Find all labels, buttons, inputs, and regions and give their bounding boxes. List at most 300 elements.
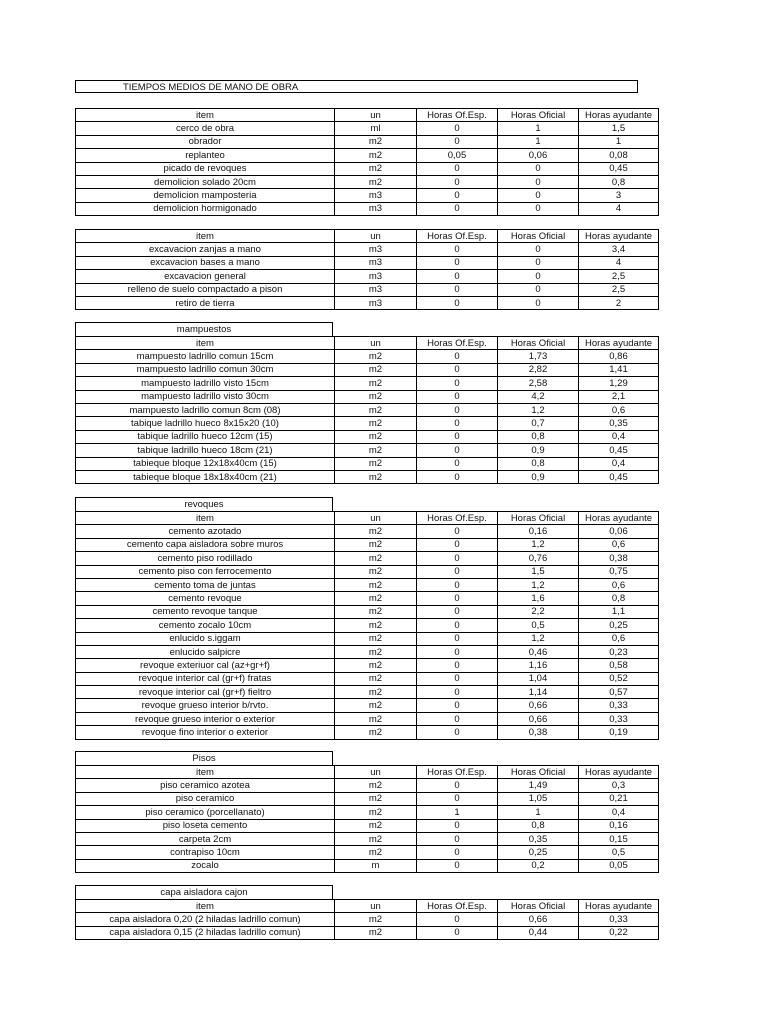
table-cell: m2 [335,149,417,162]
table-cell: 0,5 [498,619,579,632]
table-cell: revoque fino interior o exterior [76,726,335,739]
table-cell: 0,35 [579,417,659,430]
table-cell: 0,66 [498,913,579,926]
table-cell: 0,66 [498,699,579,712]
table-cell: 0,46 [498,645,579,658]
header-cell: un [335,230,417,243]
table-cell: 0 [417,430,498,443]
table-cell: m2 [335,645,417,658]
table-row [76,283,659,296]
table-row [76,470,659,483]
table-cell: m2 [335,605,417,618]
table-cell: 0,5 [579,846,659,859]
table-cell: cemento revoque [76,592,335,605]
table-cell: 3,4 [579,243,659,256]
table-cell: 1,16 [498,659,579,672]
table-cell: 0 [417,792,498,805]
table-cell: 0 [417,470,498,483]
table-cell: 0,8 [498,457,579,470]
table-cell: excavacion bases a mano [76,256,335,269]
table-cell: m2 [335,619,417,632]
table-cell: 0,6 [579,578,659,591]
table-row [76,819,659,832]
table-cell: mampuesto ladrillo comun 15cm [76,350,335,363]
table-row [76,659,659,672]
table-cell: tabique ladrillo hueco 18cm (21) [76,444,335,457]
table-cell: 0,2 [498,859,579,872]
table-cell: 0,6 [579,538,659,551]
table-cell: revoque grueso interior b/rvto. [76,699,335,712]
table-row [76,619,659,632]
table-cell: cemento zocalo 10cm [76,619,335,632]
table-row [76,417,659,430]
table-cell: 2,82 [498,363,579,376]
table-cell: piso loseta cemento [76,819,335,832]
table-cell: 0 [417,243,498,256]
table-row [76,578,659,591]
section-label: Pisos [75,751,333,765]
table-row [76,832,659,845]
table-cell: 1,2 [498,403,579,416]
table-cell: 4,2 [498,390,579,403]
table-row [76,712,659,725]
table-cell: 0 [417,444,498,457]
table-row [76,430,659,443]
table-row [76,686,659,699]
table-cell: 0 [417,390,498,403]
table-cell: 0 [417,605,498,618]
table-cell: 2,1 [579,390,659,403]
table-cell: m2 [335,913,417,926]
header-cell: Horas Oficial [498,900,579,913]
table-cell: 1,04 [498,672,579,685]
header-cell: Horas Of.Esp. [417,109,498,122]
table-row [76,806,659,819]
table-cell: 0 [498,243,579,256]
table-cell: m3 [335,256,417,269]
table-row [76,926,659,939]
table-cell: 0,57 [579,686,659,699]
header-row [76,766,659,779]
section-table [75,765,659,873]
table-cell: 0 [498,296,579,309]
table-row [76,645,659,658]
table-cell: m2 [335,552,417,565]
table-cell: 0 [417,619,498,632]
table-row [76,672,659,685]
table-cell: 1 [417,806,498,819]
table-cell: revoque exteriuor cal (az+gr+f) [76,659,335,672]
table-cell: 0 [417,699,498,712]
table-cell: 0 [417,417,498,430]
header-cell: un [335,337,417,350]
table-cell: 0 [417,726,498,739]
table-cell: revoque grueso interior o exterior [76,712,335,725]
table-cell: 0,3 [579,779,659,792]
table-cell: obrador [76,135,335,148]
table-row [76,525,659,538]
table-row [76,726,659,739]
table-cell: demolicion mamposteria [76,189,335,202]
table-row [76,135,659,148]
table-cell: 0 [417,913,498,926]
table-cell: 0 [417,645,498,658]
table-cell: enlucido salpicre [76,645,335,658]
table-row [76,363,659,376]
table-cell: 0,6 [579,403,659,416]
table-row [76,792,659,805]
table-cell: 2 [579,296,659,309]
table-row [76,175,659,188]
table-cell: 0,9 [498,444,579,457]
table-cell: m2 [335,363,417,376]
table-cell: 0,8 [579,175,659,188]
table-cell: 0,16 [579,819,659,832]
table-cell: mampuesto ladrillo visto 30cm [76,390,335,403]
table-cell: 0,45 [579,444,659,457]
table-cell: 0,06 [579,525,659,538]
table-cell: tabique ladrillo hueco 12cm (15) [76,430,335,443]
table-cell: 0 [417,712,498,725]
table-cell: 0,05 [417,149,498,162]
table-cell: m2 [335,162,417,175]
table-cell: 0 [417,175,498,188]
table-cell: 2,58 [498,377,579,390]
table-cell: 0 [417,162,498,175]
table-cell: m2 [335,792,417,805]
header-cell: un [335,109,417,122]
table-cell: 2,5 [579,270,659,283]
table-row [76,913,659,926]
table-cell: excavacion zanjas a mano [76,243,335,256]
table-cell: 0,19 [579,726,659,739]
header-cell: Horas Oficial [498,766,579,779]
header-cell: Horas Of.Esp. [417,512,498,525]
table-cell: replanteo [76,149,335,162]
table-cell: m2 [335,457,417,470]
table-cell: revoque interior cal (gr+f) fratas [76,672,335,685]
header-cell: un [335,766,417,779]
table-cell: 0 [417,363,498,376]
table-cell: 1 [498,135,579,148]
table-cell: 0,15 [579,832,659,845]
section-table [75,108,659,216]
table-cell: 0 [417,189,498,202]
table-row [76,162,659,175]
table-cell: cemento revoque tanque [76,605,335,618]
section-table [75,511,659,740]
table-cell: 0,33 [579,712,659,725]
header-cell: Horas Oficial [498,512,579,525]
table-cell: 0 [417,296,498,309]
table-cell: m2 [335,592,417,605]
table-cell: 3 [579,189,659,202]
table-cell: 0,4 [579,430,659,443]
table-cell: 1,2 [498,538,579,551]
table-cell: 2,2 [498,605,579,618]
table-cell: excavacion general [76,270,335,283]
table-cell: 0,7 [498,417,579,430]
table-cell: m2 [335,672,417,685]
header-cell: item [76,337,335,350]
table-cell: 0 [417,457,498,470]
header-cell: item [76,512,335,525]
table-cell: 0,44 [498,926,579,939]
table-cell: 0,45 [579,162,659,175]
table-cell: 1,73 [498,350,579,363]
table-cell: 0,25 [498,846,579,859]
table-cell: 1,5 [579,122,659,135]
table-cell: 0 [498,283,579,296]
table-cell: m3 [335,296,417,309]
table-cell: tabique ladrillo hueco 8x15x20 (10) [76,417,335,430]
table-cell: m2 [335,390,417,403]
header-cell: item [76,766,335,779]
table-cell: 0 [498,202,579,215]
table-row [76,846,659,859]
table-cell: 0,9 [498,470,579,483]
table-cell: m2 [335,444,417,457]
table-cell: m2 [335,377,417,390]
table-cell: zocalo [76,859,335,872]
table-cell: mampuesto ladrillo comun 30cm [76,363,335,376]
table-cell: m2 [335,538,417,551]
table-cell: m2 [335,350,417,363]
table-cell: m2 [335,417,417,430]
header-cell: Horas ayudante [579,230,659,243]
table-cell: 0 [417,672,498,685]
header-row [76,230,659,243]
table-cell: relleno de suelo compactado a pison [76,283,335,296]
table-cell: 0 [498,162,579,175]
table-cell: 0 [417,859,498,872]
section-label: revoques [75,497,333,511]
header-row [76,512,659,525]
table-cell: m3 [335,202,417,215]
header-cell: Horas ayudante [579,900,659,913]
table-cell: 0,8 [498,819,579,832]
table-cell: m2 [335,819,417,832]
table-cell: demolicion solado 20cm [76,175,335,188]
header-cell: Horas ayudante [579,512,659,525]
table-cell: 0 [417,552,498,565]
header-cell: item [76,900,335,913]
table-row [76,243,659,256]
table-cell: tabieque bloque 12x18x40cm (15) [76,457,335,470]
table-cell: 0 [417,779,498,792]
table-cell: capa aisladora 0,20 (2 hiladas ladrillo comun) [76,913,335,926]
table-cell: m2 [335,806,417,819]
table-cell: 0 [417,525,498,538]
table-cell: m3 [335,189,417,202]
table-cell: 1,14 [498,686,579,699]
table-cell: 0 [417,135,498,148]
table-row [76,632,659,645]
header-cell: Horas Of.Esp. [417,337,498,350]
table-cell: m2 [335,846,417,859]
table-cell: 0,33 [579,913,659,926]
section-table [75,899,659,940]
table-row [76,592,659,605]
table-cell: 0,86 [579,350,659,363]
table-cell: retiro de tierra [76,296,335,309]
header-cell: Horas Of.Esp. [417,230,498,243]
table-cell: 0,21 [579,792,659,805]
table-cell: 1,6 [498,592,579,605]
table-cell: 1,2 [498,578,579,591]
table-row [76,699,659,712]
table-cell: 0,76 [498,552,579,565]
table-cell: m2 [335,578,417,591]
table-cell: m2 [335,470,417,483]
table-cell: cemento toma de juntas [76,578,335,591]
table-cell: capa aisladora 0,15 (2 hiladas ladrillo comun) [76,926,335,939]
table-row [76,444,659,457]
table-cell: 0,66 [498,712,579,725]
table-cell: 0 [417,350,498,363]
table-cell: 0 [417,846,498,859]
table-cell: 1,1 [579,605,659,618]
table-cell: mampuesto ladrillo comun 8cm (08) [76,403,335,416]
table-cell: 0 [417,926,498,939]
table-row [76,403,659,416]
table-cell: m2 [335,726,417,739]
table-cell: 0,16 [498,525,579,538]
table-row [76,605,659,618]
table-cell: m2 [335,779,417,792]
header-cell: un [335,900,417,913]
table-cell: revoque interior cal (gr+f) fieltro [76,686,335,699]
header-row [76,900,659,913]
table-cell: 0 [417,659,498,672]
sheet-title-box [75,80,638,93]
header-row [76,109,659,122]
section-table [75,336,659,484]
table-cell: 0 [417,122,498,135]
table-cell: 0 [417,632,498,645]
header-row [76,337,659,350]
table-row [76,390,659,403]
header-cell: Horas Oficial [498,109,579,122]
table-cell: 0,75 [579,565,659,578]
table-cell: 0,06 [498,149,579,162]
table-row [76,779,659,792]
table-cell: mampuesto ladrillo visto 15cm [76,377,335,390]
header-cell: un [335,512,417,525]
table-cell: 0 [417,256,498,269]
table-cell: 0,58 [579,659,659,672]
table-cell: piso ceramico (porcellanato) [76,806,335,819]
header-cell: Horas ayudante [579,766,659,779]
table-cell: m2 [335,632,417,645]
section-label: capa aisladora cajon [75,885,333,899]
table-cell: 0,8 [498,430,579,443]
table-cell: 0,23 [579,645,659,658]
table-cell: 4 [579,202,659,215]
table-cell: 0,4 [579,806,659,819]
table-cell: 0,33 [579,699,659,712]
table-cell: picado de revoques [76,162,335,175]
header-cell: item [76,230,335,243]
header-cell: Horas Oficial [498,230,579,243]
table-cell: cemento azotado [76,525,335,538]
table-cell: 1,5 [498,565,579,578]
table-cell: m3 [335,270,417,283]
table-cell: 0,4 [579,457,659,470]
table-cell: 4 [579,256,659,269]
header-cell: Horas Oficial [498,337,579,350]
table-cell: m2 [335,686,417,699]
table-cell: m2 [335,403,417,416]
table-cell: 0 [417,565,498,578]
table-cell: 0,05 [579,859,659,872]
header-cell: Horas Of.Esp. [417,900,498,913]
header-cell: Horas ayudante [579,337,659,350]
table-row [76,256,659,269]
table-cell: 0,38 [498,726,579,739]
table-cell: 0 [417,283,498,296]
header-cell: Horas Of.Esp. [417,766,498,779]
table-cell: m2 [335,712,417,725]
table-cell: cemento piso rodillado [76,552,335,565]
table-row [76,296,659,309]
header-cell: item [76,109,335,122]
table-cell: m2 [335,525,417,538]
table-row [76,202,659,215]
table-cell: m2 [335,135,417,148]
table-cell: cemento piso con ferrocemento [76,565,335,578]
table-cell: piso ceramico azotea [76,779,335,792]
table-cell: 0 [498,256,579,269]
table-cell: 0 [498,270,579,283]
table-row [76,859,659,872]
table-row [76,122,659,135]
table-cell: 1 [579,135,659,148]
table-cell: 0 [417,202,498,215]
table-cell: m2 [335,175,417,188]
table-row [76,377,659,390]
table-row [76,457,659,470]
table-cell: 1 [498,122,579,135]
table-cell: 0 [417,538,498,551]
table-cell: m2 [335,659,417,672]
table-cell: 1,2 [498,632,579,645]
table-cell: 0,45 [579,470,659,483]
table-cell: 1,41 [579,363,659,376]
table-cell: 0 [417,377,498,390]
table-cell: 0 [417,578,498,591]
table-row [76,538,659,551]
table-row [76,189,659,202]
table-cell: 0 [417,819,498,832]
table-cell: 1,05 [498,792,579,805]
sheet-title: TIEMPOS MEDIOS DE MANO DE OBRA [123,82,299,93]
section-label: mampuestos [75,322,333,336]
table-row [76,350,659,363]
table-cell: 0,35 [498,832,579,845]
table-cell: m2 [335,926,417,939]
table-cell: 1 [498,806,579,819]
table-cell: cemento capa aisladora sobre muros [76,538,335,551]
table-cell: 0 [417,270,498,283]
table-cell: ml [335,122,417,135]
table-cell: m2 [335,565,417,578]
table-cell: 0,22 [579,926,659,939]
table-cell: m2 [335,699,417,712]
table-cell: 0,08 [579,149,659,162]
table-cell: 0 [417,832,498,845]
table-cell: 1,49 [498,779,579,792]
